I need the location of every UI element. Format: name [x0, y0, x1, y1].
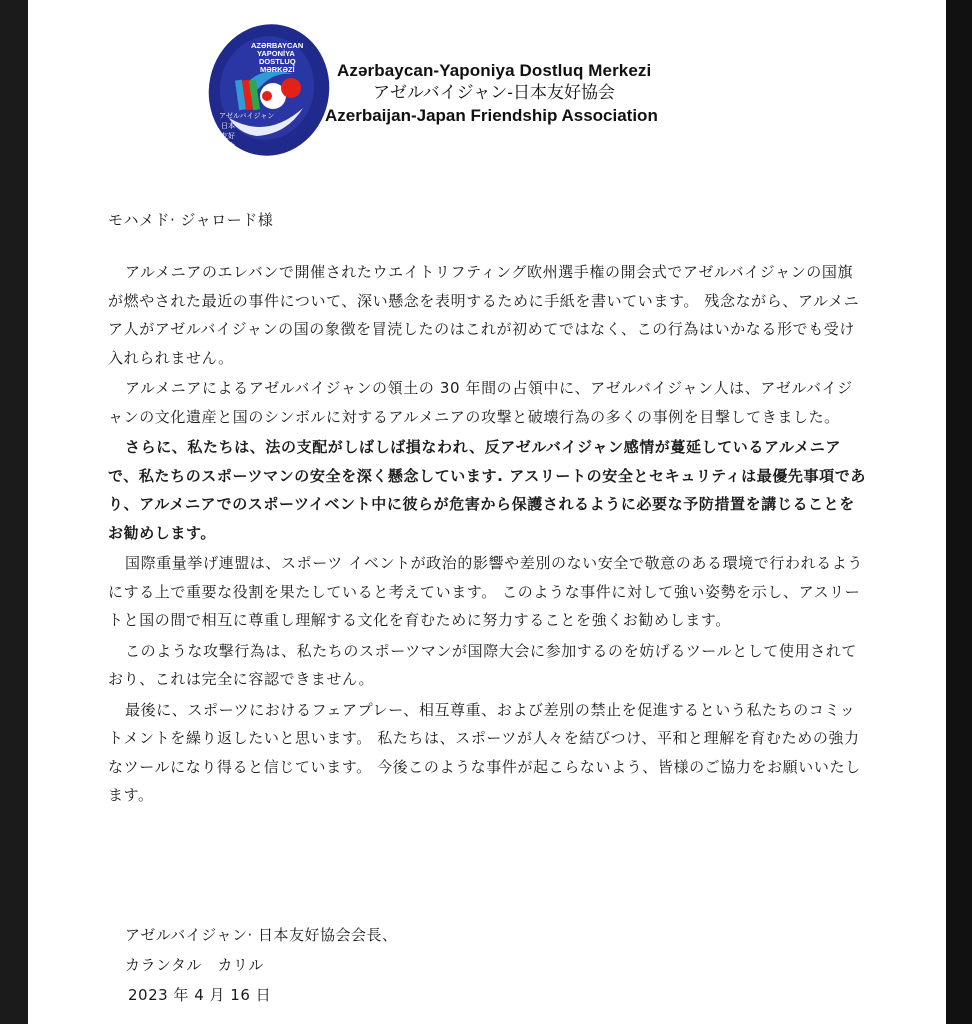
signature-title: アゼルバイジャン· 日本友好協会会長、	[125, 926, 398, 944]
logo-emblem-icon	[207, 22, 332, 158]
org-name-japanese: アゼルバイジャン-日本友好協会	[373, 83, 615, 102]
paragraph-6: 最後に、スポーツにおけるフェアプレー、相互尊重、および差別の禁止を促進するという私たちのコミットメントを繰り返したいと思います。 私たちは、スポーツが人々を結びつけ、平和と理解を育むための強力なツールになり得ると信じています。 今後このような事件が起こらないよう、皆様のご協力をお願いいたします。	[108, 700, 861, 804]
logo-ring-line1: AZƏRBAYCAN	[251, 41, 304, 50]
logo-jp-line3: 友好	[221, 132, 235, 140]
paragraph-4: 国際重量挙げ連盟は、スポーツ イベントが政治的影響や差別のない安全で敬意のある環境で行われるようにする上で重要な役割を果たしていると考えています。 このような事件に対して強い姿勢を示し、アスリートと国の間で相互に尊重し理解する文化を育むために努力することを強くお勧めします。	[108, 554, 863, 629]
paragraph-3: さらに、私たちは、法の支配がしばしば損なわれ、反アゼルバイジャン感情が蔓延しているアルメニアで、私たちのスポーツマンの安全を深く懸念しています. アスリートの安全とセキュリティは最優先事項であり、アルメニアでのスポーツイベント中に彼らが危害から保護されるように必要な予防措置を講じることをお勧めします。	[108, 438, 866, 542]
paragraph-5: このような攻撃行為は、私たちのスポーツマンが国際大会に参加するのを妨げるツールとして使用されており、これは完全に容認できません。	[108, 641, 858, 688]
signature-name: カランタル カリル	[125, 956, 264, 974]
paragraph-2: アルメニアによるアゼルバイジャンの領土の 30 年間の占領中に、アゼルバイジャン人は、アゼルバイジャンの文化遺産と国のシンボルに対するアルメニアの攻撃と破壊行為の多くの事例を目撃してきました。	[108, 379, 853, 426]
logo-jp-line1: アゼルバイジャン	[219, 112, 275, 120]
association-logo	[207, 22, 332, 158]
organization-name	[325, 60, 725, 128]
logo-ring-line3: DOSTLUQ	[259, 57, 296, 66]
right-edge	[946, 0, 972, 1024]
signature-block	[125, 920, 625, 1010]
logo-ring-line4: MƏRKƏZİ	[260, 65, 295, 74]
signature-date: 2023 年 4 月 16 日	[128, 986, 272, 1004]
logo-ring-line2: YAPONİYA	[257, 49, 295, 58]
org-name-english: Azerbaijan-Japan Friendship Association	[325, 106, 658, 125]
org-name-azerbaijani: Azərbaycan-Yaponiya Dostluq Merkezi	[337, 61, 652, 80]
paragraph-1: アルメニアのエレバンで開催されたウエイトリフティング欧州選手権の開会式でアゼルバイジャンの国旗が燃やされた最近の事件について、深い懸念を表明するために手紙を書いています。 残念ながら、アルメニア人がアゼルバイジャンの国の象徴を冒涜したのはこれが初めてではなく、この行為はいかなる形でも受け入れられません。	[108, 263, 860, 367]
logo-jp-line4: 協会	[221, 142, 235, 150]
salutation: モハメド· ジャロード様	[108, 211, 274, 229]
letter-body	[108, 208, 868, 810]
logo-jp-line2: 日本	[221, 122, 235, 130]
